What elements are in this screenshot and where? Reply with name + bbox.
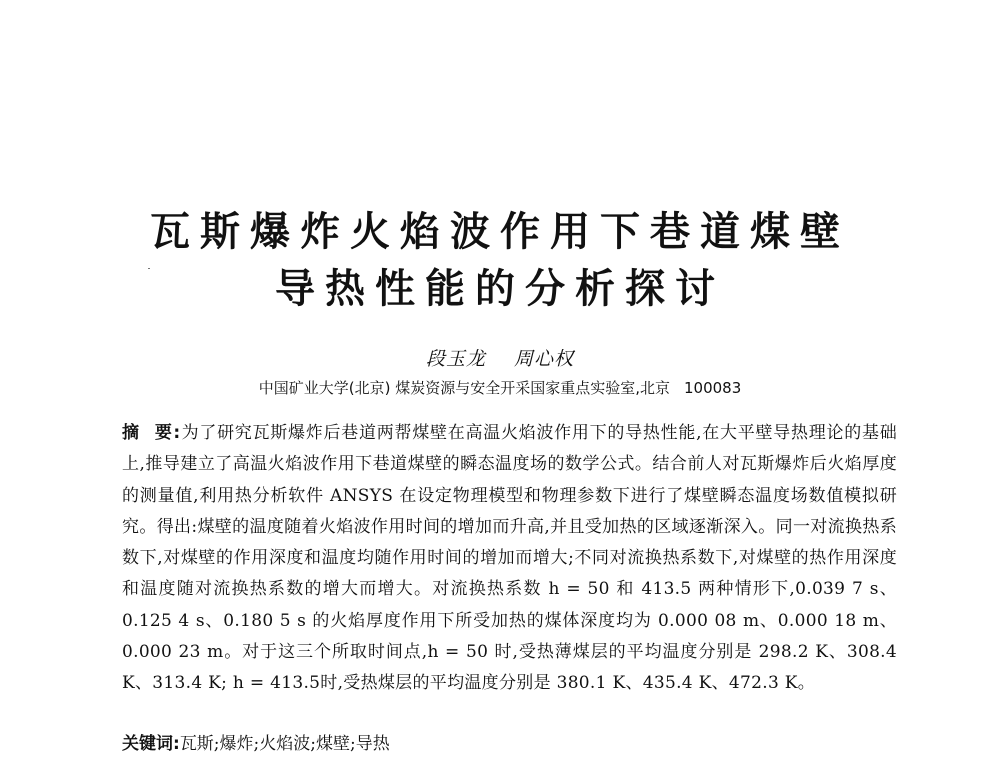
abstract-label xyxy=(122,423,181,443)
abstract xyxy=(122,418,897,700)
postcode: 100083 xyxy=(683,379,742,397)
author-name: 周心权 xyxy=(514,348,575,370)
keywords-label: 关键词: xyxy=(122,734,180,754)
abstract-label-char: 要: xyxy=(154,423,182,443)
abstract-label-char: 摘 xyxy=(122,423,141,443)
keywords xyxy=(122,731,897,757)
abstract-text: 为了研究瓦斯爆炸后巷道两帮煤壁在高温火焰波作用下的导热性能,在大平壁导热理论的基础上,推导建立了高温火焰波作用下巷道煤壁的瞬态温度场的数学公式。结合前人对瓦斯爆炸后火焰厚度的测量值,利用热分析软件 ANSYS 在设定物理模型和物理参数下进行了煤壁瞬态温度场数值模拟研究。得出:煤壁的温度随着火焰波作用时间的增加而升高,并且受加热的区域逐渐深入。同一对流换热系数下,对煤壁的作用深度和温度均随作用时间的增加而增大;不同对流换热系数下,对煤壁的热作用深度和温度随对流换热系数的增大而增大。对流换热系数 h = 50 和 413.5 两种情形下,0.039 7 s、0.125 4 s、0.180 5 s 的火焰厚度作用下所受加热的煤体深度均为 0.000 08 m、0.000 18 m、0.000 23 m。对于这三个所取时间点,h = 50 时,受热薄煤层的平均温度分别是 298.2 K、308.4 K、313.4 K; h = 413.5时,受热煤层的平均温度分别是 380.1 K、435.4 K、472.3 K。 xyxy=(122,423,897,694)
keywords-text: 瓦斯;爆炸;火焰波;煤壁;导热 xyxy=(179,734,390,754)
paper-title-line-2: 导热性能的分析探讨 xyxy=(275,266,725,312)
author-list xyxy=(0,344,1000,371)
paper-title-line-1: 瓦斯爆炸火焰波作用下巷道煤壁 xyxy=(150,209,850,255)
scan-speck xyxy=(148,268,150,269)
affiliation-text: 中国矿业大学(北京) 煤炭资源与安全开采国家重点实验室,北京 xyxy=(258,379,670,397)
affiliation xyxy=(0,377,1000,398)
author-name: 段玉龙 xyxy=(425,348,486,370)
